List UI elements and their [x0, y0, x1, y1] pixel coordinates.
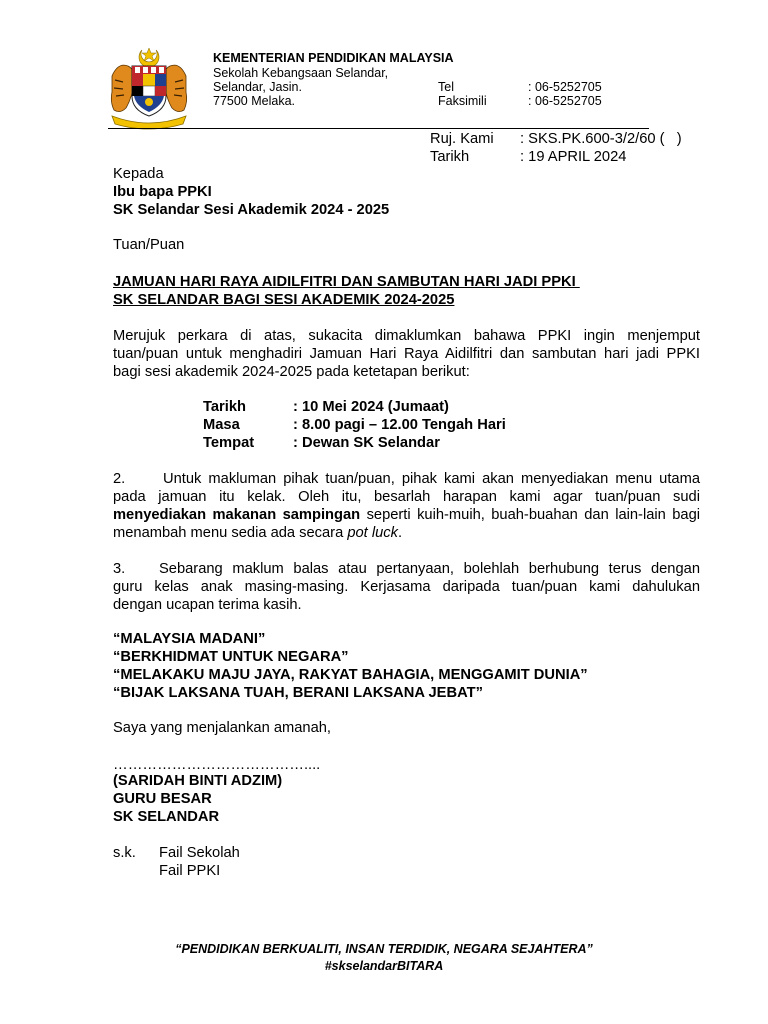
event-time-label: Masa [203, 417, 240, 433]
slogan: “BIJAK LAKSANA TUAH, BERANI LAKSANA JEBAT” [113, 685, 483, 701]
school-address-line: Selandar, Jasin. [213, 80, 302, 94]
paragraph-number: 3. [113, 561, 126, 577]
closing-line: Saya yang menjalankan amanah, [113, 720, 332, 736]
paragraph-number: 2. [113, 471, 126, 487]
header-divider [108, 128, 649, 129]
footer-hashtag: #skselandarBITARA [324, 959, 444, 973]
malaysia-coat-of-arms-icon [106, 46, 192, 132]
paragraph-text: seperti kuih-muih, buah-buahan dan lain-lain bagi [360, 507, 701, 523]
event-place-value: : Dewan SK Selandar [293, 435, 440, 451]
tel-value: : 06-5252705 [528, 80, 602, 94]
fax-label: Faksimili [438, 94, 487, 108]
paragraph-line: Merujuk perkara di atas, sukacita dimaklumkan bahawa PPKI ingin menjemput [113, 328, 700, 344]
event-time [203, 416, 506, 434]
reference-date [430, 148, 626, 166]
paragraph-line: guru kelas anak masing-masing. Kerjasama daripada tuan/puan kami dahulukan [113, 579, 700, 595]
paragraph-line [113, 506, 700, 524]
school-address-line: Sekolah Kebangsaan Selandar, [213, 66, 389, 80]
paragraph-line [113, 524, 402, 542]
paragraph-line: pada jamuan itu kelak. Oleh itu, besarlah harapan kami agar tuan/puan sudi [113, 489, 700, 505]
paragraph-line: Sebarang maklum balas atau pertanyaan, bolehlah berhubung terus dengan [159, 561, 700, 577]
paragraph-line: bagi sesi akademik 2024-2025 pada ketetapan berikut: [113, 364, 470, 380]
event-place [203, 434, 440, 452]
school-address-line: 77500 Melaka. [213, 94, 296, 108]
footer-motto: “PENDIDIKAN BERKUALITI, INSAN TERDIDIK, NEGARA SEJAHTERA” [175, 942, 593, 956]
cc-item: Fail Sekolah [159, 845, 240, 861]
ruj-label: Ruj. Kami [430, 131, 494, 147]
cc-label: s.k. [113, 845, 136, 861]
paragraph-text: menambah menu sedia ada secara [113, 525, 348, 541]
subject-line: SK SELANDAR BAGI SESI AKADEMIK 2024-2025 [113, 292, 455, 308]
signature-dots: ………………………………….... [113, 757, 321, 773]
recipient-line: Ibu bapa PPKI [113, 184, 212, 200]
paragraph-line: Untuk makluman pihak tuan/puan, pihak kami akan menyediakan menu utama [163, 471, 700, 487]
paragraph-text: . [397, 525, 403, 541]
signer-school: SK SELANDAR [113, 809, 220, 825]
ruj-value: : SKS.PK.600-3/2/60 ( ) [520, 131, 682, 147]
tel-label: Tel [438, 80, 454, 94]
ministry-name: KEMENTERIAN PENDIDIKAN MALAYSIA [213, 51, 454, 65]
event-date-label: Tarikh [203, 399, 246, 415]
slogan: “BERKHIDMAT UNTUK NEGARA” [113, 649, 349, 665]
fax-value: : 06-5252705 [528, 94, 602, 108]
slogan: “MELAKAKU MAJU JAYA, RAKYAT BAHAGIA, MENGGAMIT DUNIA” [113, 667, 588, 683]
italic-text: pot luck [347, 525, 398, 541]
date-label: Tarikh [430, 149, 470, 165]
reference-number [430, 130, 682, 148]
event-time-value: : 8.00 pagi – 12.00 Tengah Hari [293, 417, 506, 433]
slogan: “MALAYSIA MADANI” [113, 631, 266, 647]
cc-item: Fail PPKI [159, 863, 221, 879]
date-value: : 19 APRIL 2024 [520, 149, 627, 165]
signer-name: (SARIDAH BINTI ADZIM) [113, 773, 283, 789]
event-date [203, 398, 449, 416]
event-place-label: Tempat [203, 435, 255, 451]
salutation: Tuan/Puan [113, 237, 185, 253]
highlight-text: menyediakan makanan sampingan [113, 507, 361, 523]
subject-line: JAMUAN HARI RAYA AIDILFITRI DAN SAMBUTAN HARI JADI PPKI [113, 274, 580, 290]
paragraph-line: dengan ucapan terima kasih. [113, 597, 302, 613]
recipient-kepada: Kepada [113, 166, 164, 182]
event-date-value: : 10 Mei 2024 (Jumaat) [293, 399, 449, 415]
paragraph-line: tuan/puan untuk menghadiri Jamuan Hari Raya Aidilfitri dan sambutan hari jadi PPKI [113, 346, 700, 362]
signer-title: GURU BESAR [113, 791, 212, 807]
recipient-line: SK Selandar Sesi Akademik 2024 - 2025 [113, 202, 390, 218]
